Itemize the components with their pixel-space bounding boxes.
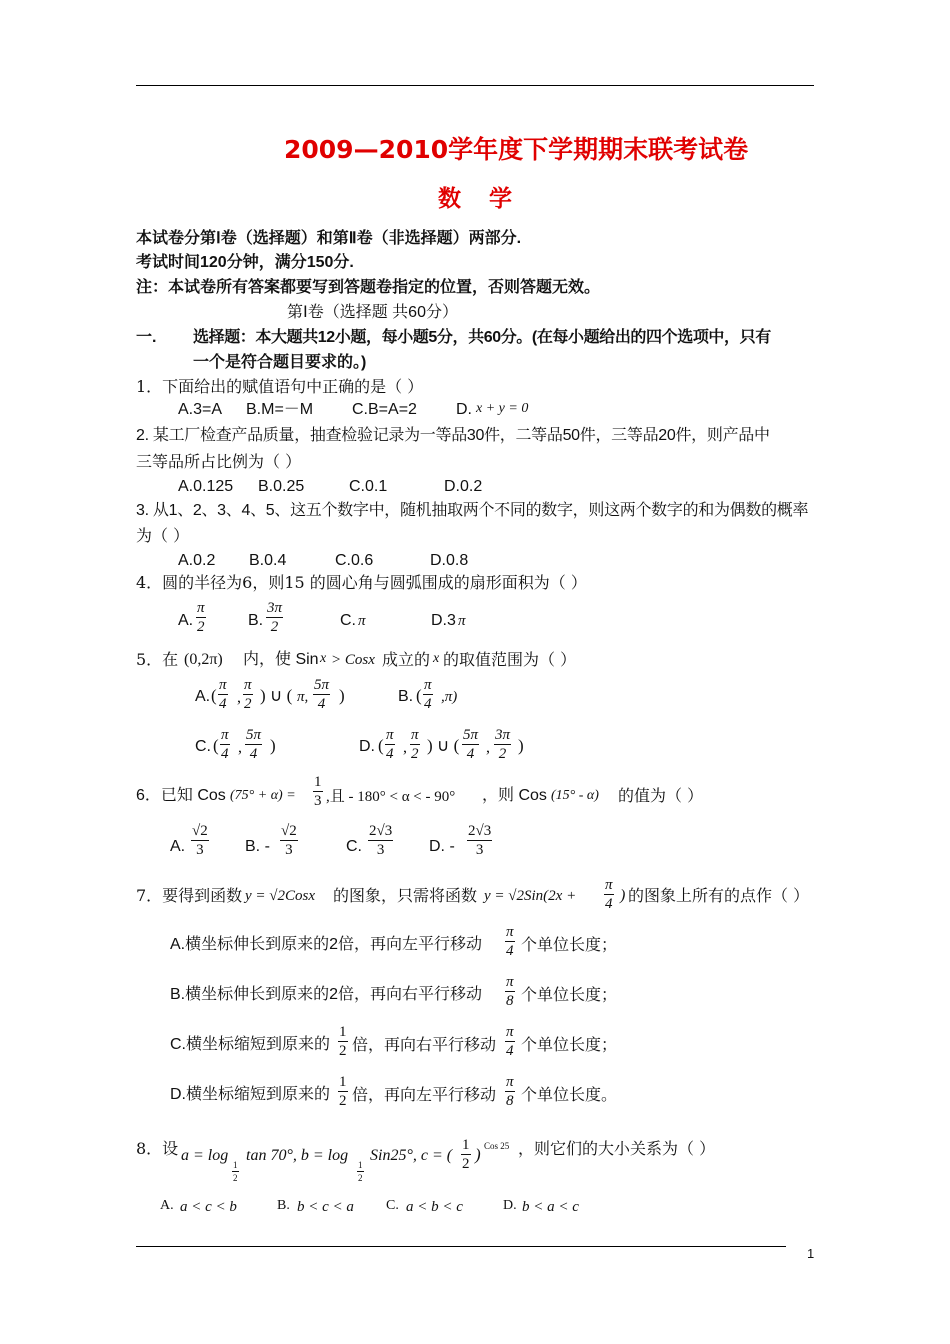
q5-d-frac-2: $\frac{\pi}{2}$ [411,727,419,762]
q8-c-expr: Sin25°, c = ( [370,1147,453,1164]
bottom-rule [136,1246,786,1247]
q6-condition: ,且 - 180° < α < - 90° [326,789,456,805]
q8-option-c-math: a < b < c [406,1199,463,1215]
q6-tail: 的值为（ ） [618,786,704,805]
q6-arg-2: (15° - α) [551,788,599,803]
q8-option-d-math: b < a < c [522,1199,579,1215]
q5-tail-1: 成立的 [382,650,431,669]
q5-d-union: ) ∪ ( [427,736,460,755]
q5-c-paren-open: ( [213,736,219,755]
q7-option-b: B.横坐标伸长到原来的2倍，再向右平行移动 [170,986,483,1003]
q8-a-log: a = log [181,1147,229,1164]
q5-d-comma-2: , [486,739,490,756]
section-number: 一. [136,329,157,346]
q1-option-a: A.3=A [178,401,223,418]
q2-option-d: D.0.2 [444,478,483,495]
q7-option-a: A.横坐标伸长到原来的2倍，再向左平行移动 [170,936,483,953]
q8-option-d: D. [503,1198,517,1213]
q5-a-pi: π, [297,689,309,705]
q5-a-frac-2: $\frac{\pi}{2}$ [244,677,252,712]
q1-option-d-math: x + y = 0 [476,401,529,416]
q8-option-c: C. [386,1198,399,1213]
q7-c-half: $\frac{1}{2}$ [339,1024,347,1059]
q1-option-d: D. [456,401,472,418]
q1-option-c: C.B=A=2 [352,401,417,418]
q6-option-b: B. - [245,838,270,855]
q5-option-a: A. [195,688,211,705]
q7-option-d: D.横坐标缩短到原来的 [170,1086,331,1103]
q4-c-pi: π [358,613,366,629]
q7-d-half: $\frac{1}{2}$ [339,1074,347,1109]
q5-tail-2: 的取值范围为（ ） [443,650,577,669]
q2-line-2: 三等品所占比例为（ ） [136,452,302,471]
intro-line-1: 本试卷分第Ⅰ卷（选择题）和第Ⅱ卷（非选择题）两部分. [136,230,522,247]
q5-d-frac-3: $\frac{5\pi}{4}$ [463,727,479,762]
q3-option-a: A.0.2 [178,552,216,569]
q7-mid: 的图象，只需将函数 [333,886,478,905]
q3-option-c: C.0.6 [335,552,374,569]
q8-lead: 8．设 [136,1139,179,1158]
q7-option-d-mid: 倍，再向左平行移动 [352,1085,497,1104]
q6-option-d: D. - [429,838,455,855]
q6-lead: 6．已知 Cos [136,787,226,804]
q5-a-paren-close: ) [339,686,345,705]
section-line-2: 一个是符合题目要求的。) [193,354,367,371]
q1-option-b: B.M=－M [246,401,314,418]
q5-a-comma: , [237,689,241,706]
q4-option-a: A. [178,612,194,629]
q5-c-paren-close: ) [270,736,276,755]
q7-function-1: y = √2Cosx [245,888,316,904]
q5-option-d: D. [359,738,375,755]
q7-option-c-tail: 个单位长度； [521,1035,618,1054]
q3-line-2: 为（ ） [136,526,190,545]
q1-stem: 1．下面给出的赋值语句中正确的是（ ） [136,377,424,396]
q8-c-exponent: Cos 25 [484,1141,510,1151]
q8-a-log-base: $\frac{1}{2}$ [233,1160,238,1183]
q4-stem: 4．圆的半径为6，则15 的圆心角与圆弧围成的扇形面积为（ ） [136,573,587,592]
q6-a-fraction: $\frac{√2}{3}$ [192,823,208,858]
q5-option-b: B. [398,688,414,705]
q4-option-b: B. [248,612,264,629]
q5-b-frac-1: $\frac{\pi}{4}$ [424,677,432,712]
q4-d-pi: π [458,613,466,629]
intro-line-2: 考试时间120分钟，满分150分. [136,254,354,271]
q5-d-frac-1: $\frac{\pi}{4}$ [386,727,394,762]
q5-d-paren-close: ) [518,736,524,755]
q4-option-c: C. [340,612,356,629]
q8-option-a: A. [160,1198,174,1213]
q2-option-a: A.0.125 [178,478,234,495]
q7-tail: 的图象上所有的点作（ ） [628,886,810,905]
top-rule [136,85,814,86]
q8-option-b: B. [277,1198,290,1213]
q7-function-2-close: ) [620,887,626,904]
q8-option-b-math: b < c < a [297,1199,354,1215]
q6-mid: ，则 Cos [482,787,547,804]
q8-tail: ，则它们的大小关系为（ ） [518,1139,716,1158]
q5-inequality: > Cosx [331,652,375,668]
q2-option-c: C.0.1 [349,478,388,495]
q5-option-c: C. [195,738,211,755]
q3-line-1: 3. 从1、2、3、4、5、这五个数字中，随机抽取两个不同的数字，则这两个数字的和为偶数的概率 [136,502,809,519]
q4-a-fraction: $\frac{\pi}{2}$ [197,600,205,635]
q7-option-b-tail: 个单位长度； [521,985,618,1004]
q4-option-d: D.3 [431,612,456,629]
q5-c-frac-2: $\frac{5\pi}{4}$ [246,727,262,762]
q5-b-paren-open: ( [416,686,422,705]
q5-lead: 5．在 [136,650,179,669]
q5-d-frac-4: $\frac{3\pi}{2}$ [495,727,511,762]
q3-option-d: D.0.8 [430,552,469,569]
q7-c-fraction: $\frac{\pi}{4}$ [506,1024,514,1059]
q5-x: x [320,651,327,666]
q6-c-fraction: $\frac{2√3}{3}$ [369,823,393,858]
q7-d-fraction: $\frac{\pi}{8}$ [506,1074,514,1109]
intro-line-3: 注：本试卷所有答案都要写到答题卷指定的位置，否则答题无效。 [136,279,601,296]
q5-x-2: x [433,651,440,666]
q5-mid: 内，使 Sin [243,651,319,668]
q5-c-comma: , [238,739,242,756]
q5-b-pi: ,π) [441,689,458,705]
exam-title: 2009—2010学年度下学期期末联考试卷 [284,135,749,164]
part1-heading: 第Ⅰ卷（选择题 共60分） [287,304,458,321]
q7-lead: 7．要得到函数 [136,886,243,905]
q7-option-c-mid: 倍，再向右平行移动 [352,1035,497,1054]
q6-option-c: C. [346,838,362,855]
q8-c-close: ) [475,1145,481,1164]
q6-d-fraction: $\frac{2√3}{3}$ [468,823,492,858]
q5-a-frac-1: $\frac{\pi}{4}$ [219,677,227,712]
q2-option-b: B.0.25 [258,478,305,495]
q6-cos-fraction: $\frac{1}{3}$ [314,774,322,809]
q7-function-2: y = √2Sin(2x + [484,888,577,904]
q7-a-fraction: $\frac{\pi}{4}$ [506,924,514,959]
q7-b-fraction: $\frac{\pi}{8}$ [506,974,514,1009]
q5-d-comma: , [403,739,407,756]
q5-a-union: ) ∪ ( [260,686,293,705]
q8-option-a-math: a < c < b [180,1199,237,1215]
q4-b-fraction: $\frac{3\pi}{2}$ [267,600,283,635]
q3-option-b: B.0.4 [249,552,287,569]
q8-b-log: tan 70°, b = log [246,1147,349,1164]
section-line-1: 选择题：本大题共12小题，每小题5分，共60分。(在每小题给出的四个选项中，只有 [193,329,771,346]
q8-b-log-base: $\frac{1}{2}$ [358,1160,363,1183]
q6-option-a: A. [170,838,186,855]
q7-option-c: C.横坐标缩短到原来的 [170,1036,331,1053]
page-number: 1 [807,1246,815,1261]
q2-line-1: 2. 某工厂检查产品质量，抽查检验记录为一等品30件，二等品50件，三等品20件，则产品中 [136,427,770,444]
q8-c-base: $\frac{1}{2}$ [462,1137,470,1172]
q5-d-paren-open: ( [378,736,384,755]
q5-c-frac-1: $\frac{\pi}{4}$ [221,727,229,762]
q7-option-a-tail: 个单位长度； [521,935,618,954]
q7-function-2-fraction: $\frac{\pi}{4}$ [605,877,613,912]
q6-arg-1: (75° + α) = [230,788,296,803]
q5-interval: (0,2π) [184,651,223,668]
q5-a-frac-3: $\frac{5\pi}{4}$ [314,677,330,712]
q5-a-paren-open: ( [211,686,217,705]
q7-option-d-tail: 个单位长度。 [521,1085,618,1104]
q6-b-fraction: $\frac{√2}{3}$ [281,823,297,858]
subject-title: 数 学 [438,186,523,212]
